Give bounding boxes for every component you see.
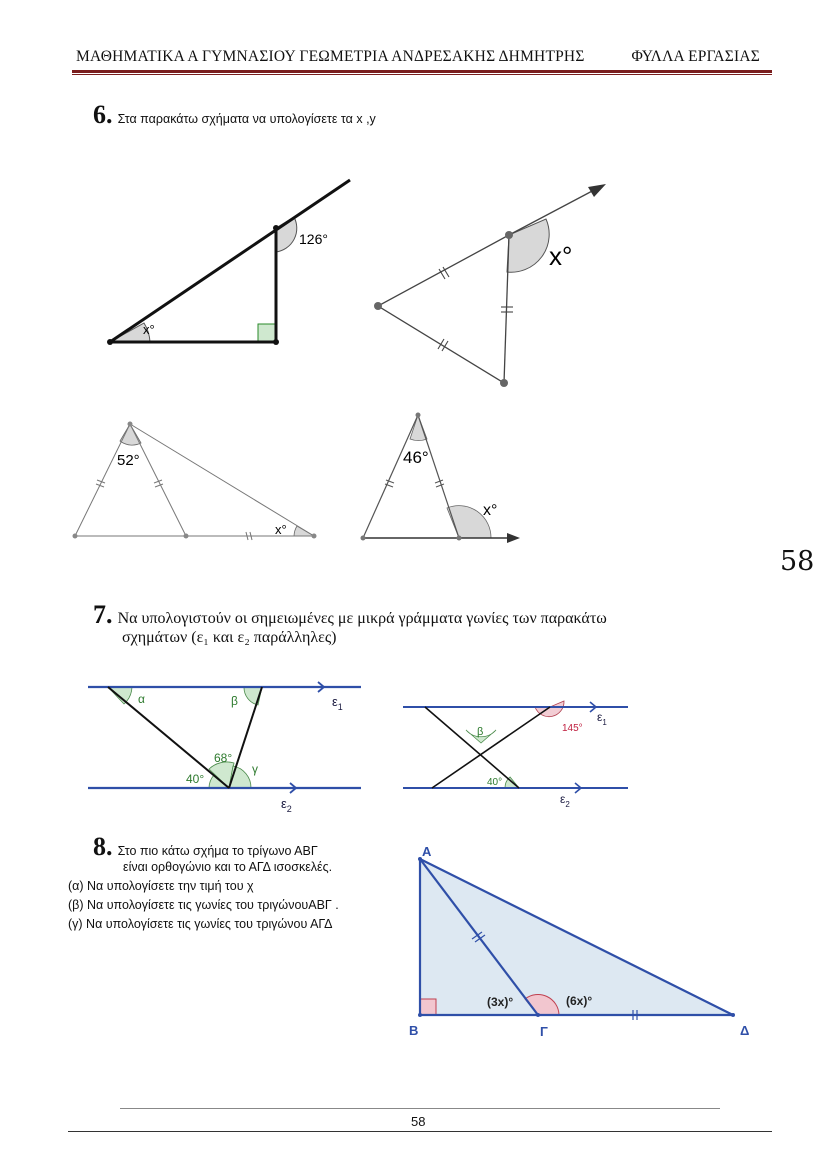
vertex (273, 339, 279, 345)
side-line (363, 415, 418, 538)
angle-40-label: 40° (186, 772, 205, 786)
label-e1: $\varepsilon_1$ (597, 710, 607, 727)
side-line (378, 235, 509, 306)
header-title: ΜΑΘΗΜΑΤΙΚΑ Α ΓΥΜΝΑΣΙΟΥ ΓΕΩΜΕΤΡΙΑ ΑΝΔΡΕΣΑΚΗΣ ΔΗΜΗΤΡΗΣ (76, 48, 585, 65)
vertex (374, 302, 382, 310)
q8-text-line2: είναι ορθογώνιο και το ΑΓΔ ισοσκελές. (123, 860, 333, 874)
vertex-label-B: Β (409, 1023, 419, 1038)
q6-fig1-right-triangle (100, 175, 360, 355)
transversal-line (425, 707, 519, 788)
angle-x-label: x° (143, 322, 155, 337)
tick-mark (435, 480, 443, 483)
vertex (273, 225, 279, 231)
q6-number: 6. (93, 100, 113, 129)
arrowhead (507, 533, 520, 543)
vertex (73, 534, 78, 539)
arrowhead (588, 184, 606, 197)
angle-126-label: 126° (299, 231, 328, 247)
q6-text: Στα παρακάτω σχήματα να υπολογίσετε τα x ,y (117, 112, 376, 126)
q6-fig2-equilateral-triangle (368, 175, 618, 390)
q7-number: 7. (93, 600, 113, 629)
angle-68-label: 68° (214, 751, 233, 765)
vertex (418, 1013, 422, 1017)
angle-x-arc (507, 219, 549, 272)
vertex (731, 1013, 735, 1017)
angle-52-arc (120, 424, 141, 445)
q8-number: 8. (93, 832, 113, 861)
angle-alpha-label: α (138, 692, 145, 706)
angle-6x-label: (6x)° (566, 994, 593, 1008)
right-angle-mark (258, 324, 276, 342)
extension-ray (509, 189, 596, 235)
q8-fig-triangle (400, 838, 760, 1043)
side-line (75, 424, 130, 536)
right-angle-mark (420, 999, 436, 1015)
vertex (312, 534, 317, 539)
q6-fig4-triangle (356, 405, 526, 547)
q6-fig3-triangle (68, 412, 323, 547)
vertex (107, 339, 113, 345)
label-e2: $\varepsilon_2$ (281, 796, 292, 814)
vertex (457, 536, 462, 541)
tick-mark (436, 484, 444, 487)
header-subtitle: ΦΥΛΛΑ ΕΡΓΑΣΙΑΣ (631, 48, 760, 65)
angle-145-label: 145° (562, 723, 583, 734)
vertex (416, 413, 421, 418)
label-e2: $\varepsilon_2$ (560, 792, 570, 809)
transversal-line (432, 707, 550, 788)
q8-part-a: (α) Να υπολογίσετε την τιμή του χ (68, 879, 254, 893)
angle-40-label: 40° (487, 777, 503, 788)
header-rule-thin (72, 74, 772, 75)
vertex (128, 422, 133, 427)
q7-fig2-parallel-lines (400, 697, 635, 812)
angle-x-label: x° (549, 241, 573, 271)
q6-heading (93, 100, 376, 130)
vertex (536, 1013, 540, 1017)
q7-fig1-parallel-lines (86, 675, 366, 815)
vertex (500, 379, 508, 387)
angle-52-label: 52° (117, 452, 140, 469)
vertex-label-A: Α (422, 844, 432, 859)
side-line (418, 415, 459, 538)
footer-divider (120, 1108, 720, 1109)
angle-46-label: 46° (403, 448, 429, 467)
vertex (184, 534, 189, 539)
side-line (504, 235, 509, 383)
angle-x-label: x° (483, 502, 498, 519)
side-page-number: 58 (780, 546, 815, 577)
header-rule (72, 70, 772, 73)
vertex (361, 536, 366, 541)
vertex-label-G: Γ (540, 1024, 548, 1039)
angle-beta-label: β (477, 726, 484, 738)
label-e1: $\varepsilon_1$ (332, 694, 343, 712)
transversal-line (108, 687, 229, 788)
angle-3x-label: (3x)° (487, 995, 514, 1009)
q8-part-b: (β) Να υπολογίσετε τις γωνίες του τριγώνουΑΒΓ . (68, 898, 339, 912)
angle-gamma-label: γ (252, 762, 258, 776)
angle-x-label: x° (275, 522, 287, 537)
vertex (505, 231, 513, 239)
q8-text-line1: Στο πιο κάτω σχήμα το τρίγωνο ΑΒΓ (117, 844, 318, 858)
q7-text-line1: Να υπολογιστούν οι σημειωμένες με μικρά γράμματα γωνίες των παρακάτω (117, 610, 607, 627)
angle-beta-label: β (231, 694, 238, 708)
q7-text-line2: σχημάτων (ε₁ και ε₂ παράλληλες) (122, 629, 337, 646)
q8-part-c: (γ) Να υπολογίσετε τις γωνίες του τριγώνου ΑΓΔ (68, 917, 333, 931)
footer-page-number: 58 (411, 1114, 426, 1129)
q7-heading (93, 600, 607, 630)
tick-mark (438, 339, 444, 349)
hypotenuse-line (110, 180, 350, 342)
vertex-label-D: Δ (740, 1023, 750, 1038)
footer-rule (68, 1131, 772, 1132)
